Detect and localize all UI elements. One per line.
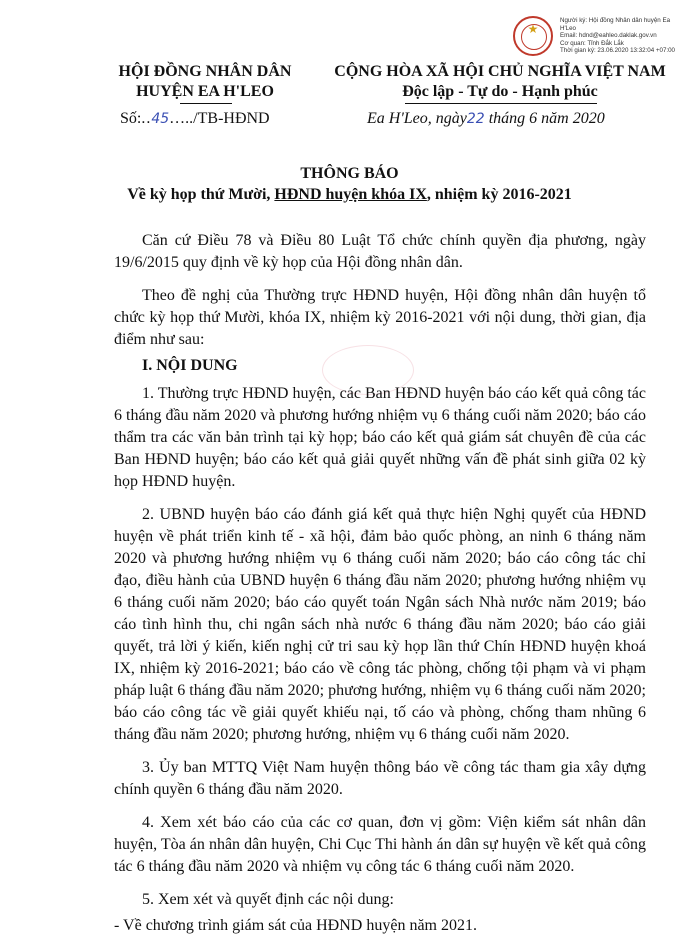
nation-name: CỘNG HÒA XÃ HỘI CHỦ NGHĨA VIỆT NAM xyxy=(334,63,666,80)
section-heading-content: I. NỘI DUNG xyxy=(142,357,238,374)
signature-line: Thời gian ký: 23.06.2020 13:32:04 +07:00 xyxy=(560,47,676,55)
paragraph-legal-basis: Căn cứ Điều 78 và Điều 80 Luật Tổ chức chính quyền địa phương, ngày 19/6/2015 quy định về kỳ họp của Hội đồng nhân dân. xyxy=(114,232,646,271)
content-item-5a: - Về chương trình giám sát của HĐND huyện năm 2021. xyxy=(114,917,477,934)
content-item-1: 1. Thường trực HĐND huyện, các Ban HĐND huyện báo cáo kết quả công tác 6 tháng đầu năm 2020 và phương hướng nhiệm vụ 6 tháng cuối năm 2020; báo cáo thẩm tra các văn bản trình tại kỳ họp; báo cáo kết quả giám sát chuyên đề của các Ban HĐND huyện; báo cáo kết quả giải quyết những vấn đề phát sinh giữa 02 kỳ họp HĐND huyện. xyxy=(114,385,646,490)
signature-line: Email: hdnd@eahleo.daklak.gov.vn xyxy=(560,32,657,40)
content-item-3: 3. Ủy ban MTTQ Việt Nam huyện thông báo về công tác tham gia xây dựng chính quyền 6 tháng đầu năm 2020. xyxy=(114,759,646,798)
document-title: THÔNG BÁO xyxy=(300,165,399,182)
motto-underline xyxy=(405,103,597,104)
signature-line: Người ký: Hội đồng Nhân dân huyện Ea xyxy=(560,17,671,24)
content-item-5: 5. Xem xét và quyết định các nội dung: xyxy=(142,891,394,908)
org-name-line2: HUYỆN EA H'LEO xyxy=(136,83,274,100)
content-item-2: 2. UBND huyện báo cáo đánh giá kết quả thực hiện Nghị quyết của HĐND huyện về phát triển kinh tế - xã hội, đảm bảo quốc phòng, an ninh 6 tháng năm 2020 và phương hướng nhiệm vụ 6 tháng cuối năm 2020; báo cáo công tác chỉ đạo, điều hành của UBND huyện 6 tháng đầu năm 2020; phương hướng nhiệm vụ 6 tháng cuối năm 2020; báo cáo quyết toán Ngân sách Nhà nước năm 2019; báo cáo tình hình thu, chi ngân sách nhà nước 6 tháng đầu năm 2020; báo cáo giải quyết, trả lời ý kiến, kiến nghị cử tri sau kỳ họp lần thứ Chín HĐND huyện khoá IX, nhiệm kỳ 2016-2021; báo cáo về công tác phòng, chống tội phạm và vi phạm pháp luật 6 tháng đầu năm 2020; phương hướng, nhiệm vụ 6 tháng cuối năm 2020; báo cáo công tác về giải quyết khiếu nại, tố cáo và phòng, chống tham nhũng 6 tháng đầu năm 2020; phương hướng, nhiệm vụ 6 tháng cuối năm 2020. xyxy=(114,506,646,743)
issuing-organization xyxy=(80,62,330,102)
issue-date: Ea H'Leo, ngày22 tháng 6 năm 2020 xyxy=(367,110,605,127)
digital-signature-info xyxy=(560,17,695,55)
seal-icon: ★ xyxy=(513,16,553,56)
signature-line: H'Leo xyxy=(560,24,576,32)
signature-line: Cơ quan: Tỉnh Đắk Lắk xyxy=(560,39,624,47)
motto: Độc lập - Tự do - Hạnh phúc xyxy=(402,83,598,100)
document-subtitle: Về kỳ họp thứ Mười, HĐND huyện khóa IX, nhiệm kỳ 2016-2021 xyxy=(127,186,572,203)
handwritten-number: 45 xyxy=(151,111,170,127)
org-underline xyxy=(180,103,232,104)
national-motto xyxy=(320,62,680,102)
content-item-4: 4. Xem xét báo cáo của các cơ quan, đơn vị gồm: Viện kiểm sát nhân dân huyện, Tòa án nhân dân huyện, Chi Cục Thi hành án dân sự huyện về kết quả công tác 6 tháng đầu năm 2020 và nhiệm vụ công tác 6 tháng cuối năm 2020. xyxy=(114,814,646,875)
handwritten-day: 22 xyxy=(466,111,485,127)
document-body xyxy=(114,230,646,948)
paragraph-proposal: Theo đề nghị của Thường trực HĐND huyện, Hội đồng nhân dân huyện tổ chức kỳ họp thứ Mười, khóa IX, nhiệm kỳ 2016-2021 với nội dung, thời gian, địa điểm như sau: xyxy=(114,287,646,348)
document-number: Số:..45…../TB-HĐND xyxy=(120,110,270,127)
org-name-line1: HỘI ĐỒNG NHÂN DÂN xyxy=(118,63,292,80)
